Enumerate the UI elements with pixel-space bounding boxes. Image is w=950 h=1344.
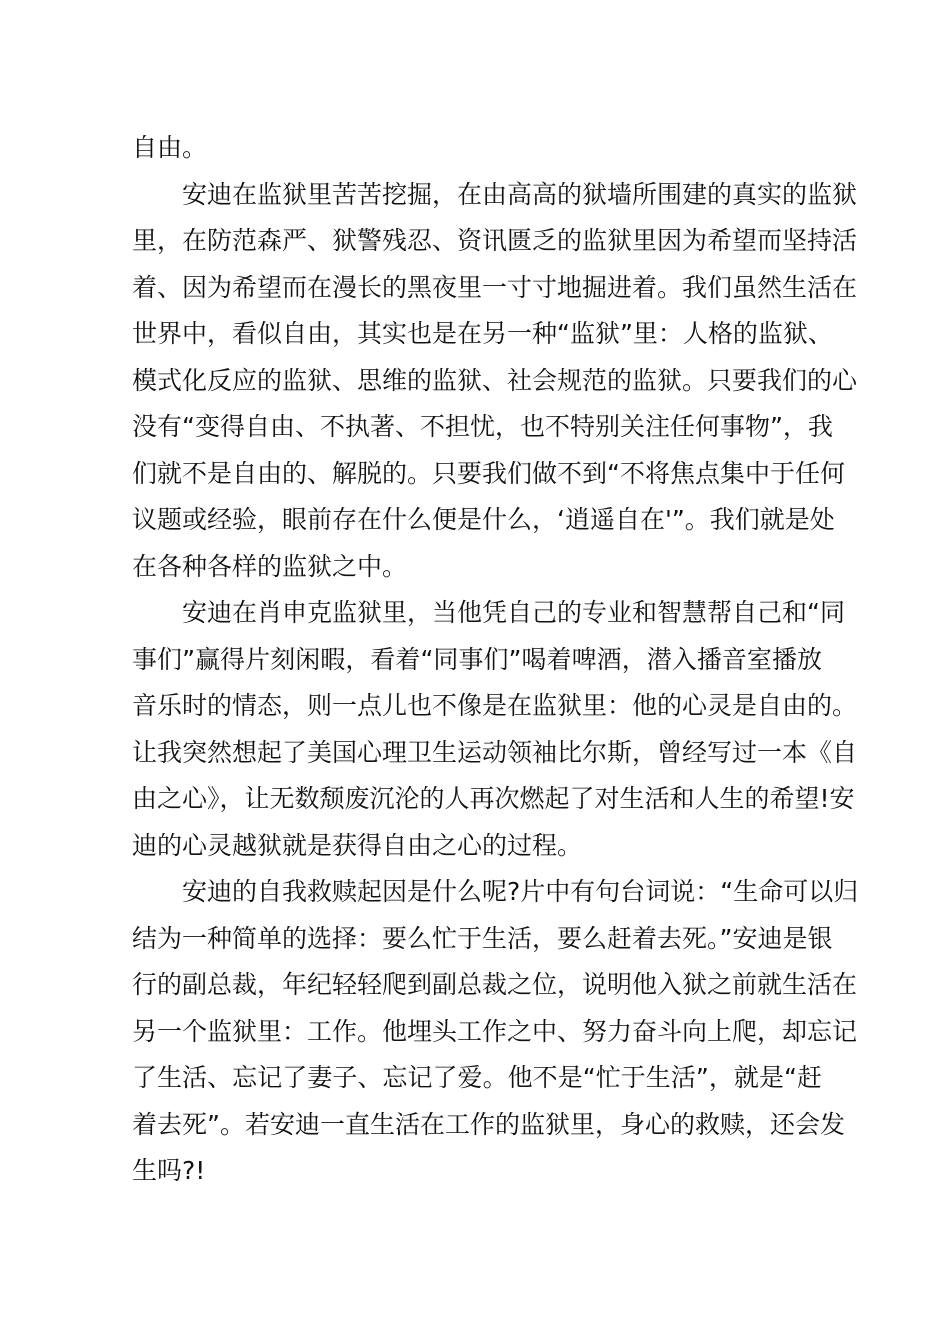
text-line: 安迪在肖申克监狱里，当他凭自己的专业和智慧帮自己和“同 (182, 598, 845, 627)
text-line: 安迪的自我救赎起因是什么呢?片中有句台词说：“生命可以归 (182, 877, 859, 906)
text-line: 世界中，看似自由，其实也是在另一种“监狱”里：人格的监狱、 (132, 319, 833, 348)
text-line: 了生活、忘记了妻子、忘记了爱。他不是“忙于生活”，就是“赶 (132, 1063, 822, 1092)
text-line: 生吗?! (132, 1156, 206, 1185)
text-line: 行的副总裁，年纪轻轻爬到副总裁之位，说明他入狱之前就生活在 (132, 970, 858, 999)
paragraph (132, 172, 858, 591)
text-line: 让我突然想起了美国心理卫生运动领袖比尔斯，曾经写过一本《自 (132, 737, 858, 767)
text-line: 音乐时的情态，则一点儿也不像是在监狱里：他的心灵是自由的。 (132, 691, 858, 720)
text-line: 迪的心灵越狱就是获得自由之心的过程。 (132, 830, 583, 860)
document-body (132, 125, 859, 1195)
text-line: 结为一种简单的选择：要么忙于生活，要么赶着去死。”安迪是银 (132, 923, 833, 953)
text-line: 没有“变得自由、不执著、不担忧，也不特别关注任何事物”，我 (132, 412, 833, 441)
text-line: 另一个监狱里：工作。他埋头工作之中、努力奋斗向上爬，却忘记 (132, 1016, 858, 1046)
paragraph (132, 869, 859, 1195)
text-line: 们就不是自由的、解脱的。只要我们做不到“不将焦点集中于任何 (132, 458, 845, 488)
text-line: 模式化反应的监狱、思维的监狱、社会规范的监狱。只要我们的心 (132, 365, 858, 395)
paragraph (132, 590, 858, 869)
text-line: 着、因为希望而在漫长的黑夜里一寸寸地掘进着。我们虽然生活在 (132, 272, 858, 302)
text-line: 在各种各样的监狱之中。 (132, 551, 408, 581)
text-line: 里，在防范森严、狱警残忍、资讯匮乏的监狱里因为希望而坚持活 (132, 226, 858, 255)
text-line: 事们”赢得片刻闲暇，看着“同事们”喝着啤酒，潜入播音室播放 (132, 644, 822, 674)
text-line: 着去死”。若安迪一直生活在工作的监狱里，身心的救赎，还会发 (132, 1109, 845, 1139)
paragraph (132, 125, 822, 172)
text-line: 安迪在监狱里苦苦挖掘，在由高高的狱墙所围建的真实的监狱 (182, 179, 858, 209)
text-line: 由之心》，让无数颓废沉沦的人再次燃起了对生活和人生的希望!安 (132, 784, 855, 813)
text-line: 自由。 (132, 133, 208, 162)
text-line: 议题或经验，眼前存在什么便是什么，‘逍遥自在'”。我们就是处 (132, 505, 835, 534)
